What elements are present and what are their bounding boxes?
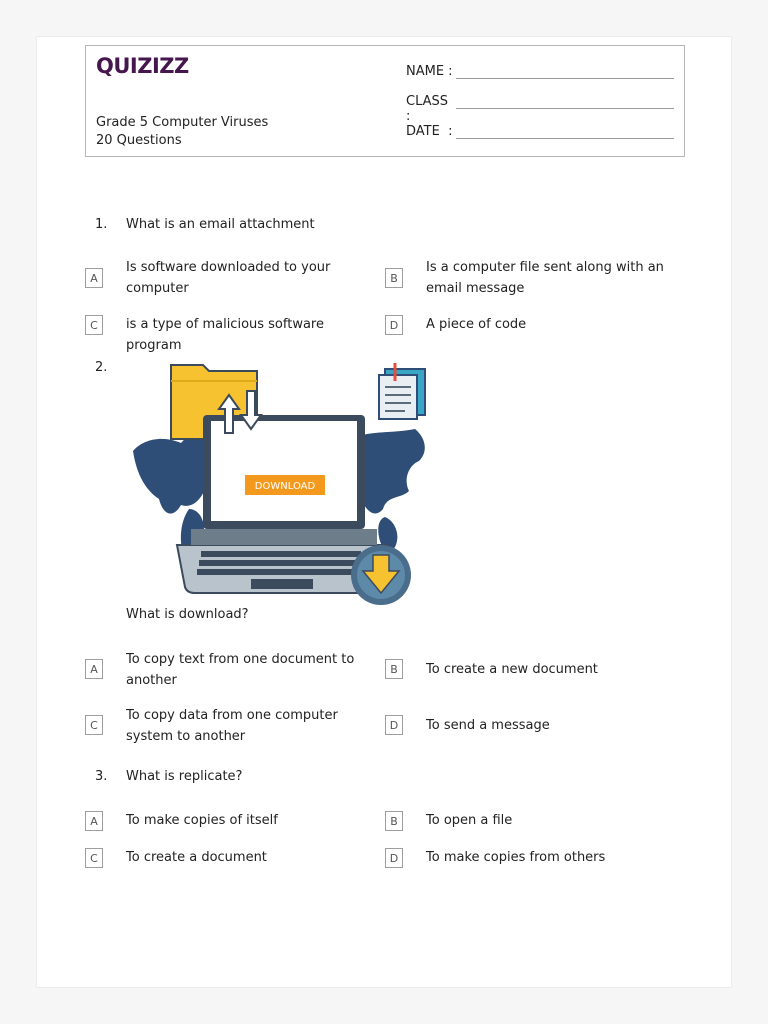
worksheet-page — [36, 36, 732, 988]
document-icon — [379, 363, 425, 419]
option-letter-box[interactable]: C — [85, 848, 103, 868]
option-letter-box[interactable]: B — [385, 268, 403, 288]
option-text: To make copies of itself — [126, 813, 278, 828]
class-field[interactable] — [406, 94, 454, 124]
question-2-text: What is download? — [126, 607, 249, 622]
option-letter-box[interactable]: B — [385, 811, 403, 831]
quizizz-logo: QUIZIZZ — [96, 54, 189, 78]
option-letter-box[interactable]: B — [385, 659, 403, 679]
worksheet-title-block — [96, 114, 268, 150]
option-letter-box[interactable]: A — [85, 268, 103, 288]
worksheet-title: Grade 5 Computer Viruses — [96, 115, 269, 130]
option-text: A piece of code — [426, 317, 527, 332]
name-label: NAME : — [406, 64, 453, 79]
download-badge-label: DOWNLOAD — [254, 481, 316, 492]
worksheet-header — [85, 45, 685, 157]
option-text: is a type of malicious software program — [126, 317, 324, 353]
option-letter-box[interactable]: D — [385, 315, 403, 335]
option-text: To make copies from others — [426, 850, 606, 865]
question-1-number: 1. — [95, 217, 108, 232]
option-text: To create a document — [126, 850, 267, 865]
option-letter-box[interactable]: C — [85, 715, 103, 735]
question-1-text: What is an email attachment — [126, 217, 315, 232]
class-label: CLASS : — [406, 94, 449, 124]
option-letter-box[interactable]: D — [385, 848, 403, 868]
question-3-text: What is replicate? — [126, 769, 243, 784]
question-2-number: 2. — [95, 360, 108, 375]
option-letter-box[interactable]: C — [85, 315, 103, 335]
date-label: DATE : — [406, 124, 453, 139]
question-count: 20 Questions — [96, 133, 182, 148]
name-field[interactable] — [406, 64, 454, 79]
name-line[interactable] — [456, 78, 674, 79]
option-text: To copy data from one computer system to another — [126, 708, 338, 744]
download-circle-icon — [351, 545, 411, 605]
option-text: Is a computer file sent along with an email message — [426, 260, 664, 296]
option-letter-box[interactable]: A — [85, 659, 103, 679]
date-line[interactable] — [456, 138, 674, 139]
option-text: To send a message — [426, 718, 550, 733]
download-illustration — [133, 359, 433, 605]
option-text: To create a new document — [426, 662, 598, 677]
question-3-number: 3. — [95, 769, 108, 784]
date-field[interactable] — [406, 124, 454, 139]
class-line[interactable] — [456, 108, 674, 109]
option-text: To copy text from one document to another — [126, 652, 355, 688]
option-text: Is software downloaded to your computer — [126, 260, 331, 296]
option-text: To open a file — [426, 813, 513, 828]
option-letter-box[interactable]: D — [385, 715, 403, 735]
option-letter-box[interactable]: A — [85, 811, 103, 831]
